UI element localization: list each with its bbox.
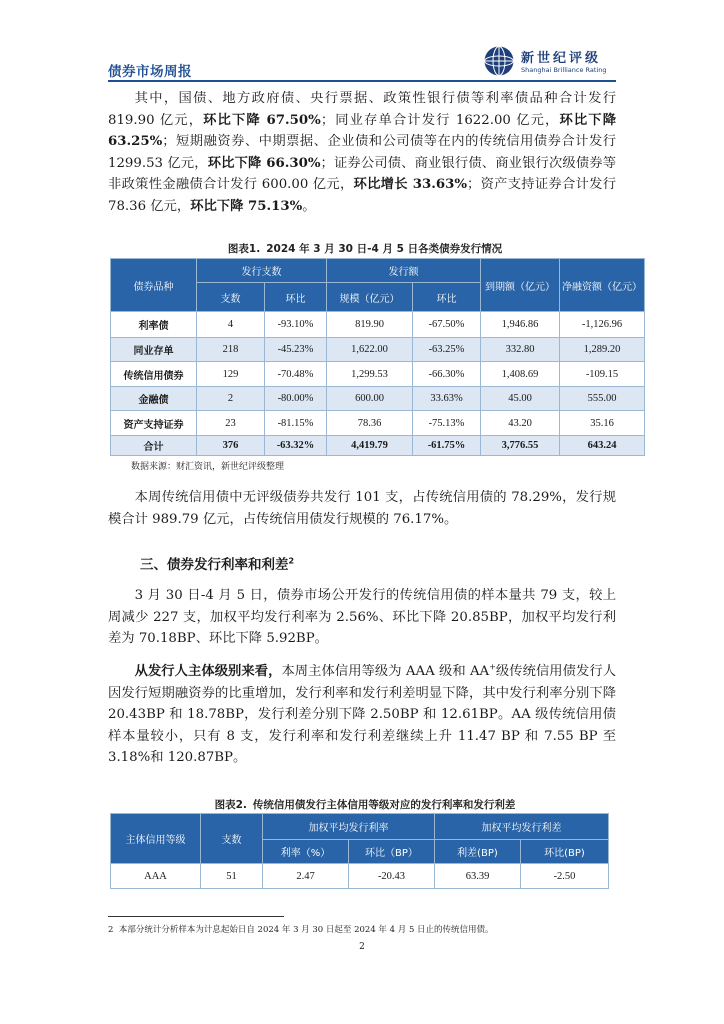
globe-logo-icon bbox=[483, 45, 515, 77]
table-row: 利率债 4 -93.10% 819.90 -67.50% 1,946.86 -1,126.96 bbox=[111, 312, 645, 338]
unrated-bonds-paragraph: 本周传统信用债中无评级债券共发行 101 支，占传统信用债的 78.29%，发行规模合计 989.79 亿元，占传统信用债发行规模的 76.17%。 bbox=[108, 490, 616, 527]
footnote: 2 本部分统计分析样本为计息起始日自 2024 年 3 月 30 日起至 2024 年 4 月 5 日止的传统信用债。 bbox=[108, 925, 494, 935]
header-issue-amount: 发行额 bbox=[327, 259, 481, 283]
header-rule bbox=[108, 80, 616, 82]
report-title: 债券市场周报 bbox=[108, 64, 192, 80]
header-spread-value: 利差(BP) bbox=[435, 840, 521, 864]
logo-english-name: Shanghai Brilliance Rating bbox=[521, 66, 607, 74]
table-row: 传统信用债券 129 -70.48% 1,299.53 -66.30% 1,408.69 -109.15 bbox=[111, 362, 645, 387]
header-rate-hb: 环比（BP） bbox=[349, 840, 435, 864]
header-maturity: 到期额（亿元） bbox=[481, 259, 560, 312]
table-row: 同业存单 218 -45.23% 1,622.00 -63.25% 332.80 1,289.20 bbox=[111, 338, 645, 362]
page-header bbox=[108, 40, 616, 82]
table-row: AAA 51 2.47 -20.43 63.39 -2.50 bbox=[111, 864, 609, 889]
table-row: 资产支持证券 23 -81.15% 78.36 -75.13% 43.20 35.16 bbox=[111, 411, 645, 436]
header-rate-value: 利率（%） bbox=[263, 840, 349, 864]
table1-caption: 图表1. 2024 年 3 月 30 日-4 月 5 日各类债券发行情况 bbox=[227, 243, 503, 255]
rate-spread-paragraph: 3 月 30 日-4 月 5 日，债券市场公开发行的传统信用债的样本量共 79 支，较上周减少 227 支，加权平均发行利率为 2.56%、环比下降 20.85BP，加权平均发行利差为 70.18BP、环比下降 5.92BP。 bbox=[108, 588, 616, 647]
header-bond-kind: 债券品种 bbox=[111, 259, 197, 312]
header-credit-grade: 主体信用等级 bbox=[111, 814, 201, 864]
header-spread-hb: 环比(BP) bbox=[521, 840, 609, 864]
table2-caption: 图表2. 传统信用债发行主体信用等级对应的发行利率和发行利差 bbox=[214, 799, 516, 811]
issuer-rating-paragraph: 从发行人主体级别来看，本周主体信用等级为 AAA 级和 AA+级传统信用债发行人因发行短期融资券的比重增加，发行利率和发行利差明显下降，其中发行利率分别下降 20.43BP 和 18.78BP，发行利差分别下降 2.50BP 和 12.61BP。AA 级传统信用债样本量较小，只有 8 支，发行利率和发行利差继续上升 11.47 BP 和 7.55 BP 至 3.18%和 120.87BP。 bbox=[108, 662, 617, 766]
header-scale: 规模（亿元） bbox=[327, 283, 413, 312]
header-net-financing: 净融资额（亿元） bbox=[560, 259, 645, 312]
logo-chinese-name: 新世纪评级 bbox=[521, 51, 602, 66]
footnote-rule bbox=[108, 916, 284, 917]
company-logo bbox=[483, 44, 616, 78]
data-source-note: 数据来源：财汇资讯，新世纪评级整理 bbox=[131, 462, 285, 472]
header-weighted-spread: 加权平均发行利差 bbox=[435, 814, 609, 840]
issuance-summary-paragraph: 其中，国债、地方政府债、央行票据、政策性银行债等利率债品种合计发行 819.90 亿元，环比下降 67.50%；同业存单合计发行 1622.00 亿元，环比下降 63.25%；短期融资券、中期票据、企业债和公司债等在内的传统信用债券合计发行 1299.53 亿元，环比下降 66.30%；证券公司债、商业银行债、商业银行次级债券等非政策性金融债合计发行 600.00 亿元，环比增长 33.63%；资产支持证券合计发行 78.36 亿元，环比下降 75.13%。 bbox=[108, 91, 617, 214]
section-heading: 三、债券发行利率和利差$^2$ bbox=[140, 556, 295, 573]
rating-rate-table bbox=[110, 813, 609, 889]
page-number: 2 bbox=[359, 942, 365, 952]
table-total-row: 合计 376 -63.32% 4,419.79 -61.75% 3,776.55 643.24 bbox=[111, 436, 645, 456]
header-count-hb: 环比 bbox=[265, 283, 327, 312]
header-num: 支数 bbox=[201, 814, 263, 864]
bond-issuance-table bbox=[110, 258, 645, 456]
header-amount-hb: 环比 bbox=[413, 283, 481, 312]
header-issue-count: 发行支数 bbox=[197, 259, 327, 283]
table-row: 金融债 2 -80.00% 600.00 33.63% 45.00 555.00 bbox=[111, 387, 645, 411]
header-weighted-rate: 加权平均发行利率 bbox=[263, 814, 435, 840]
header-num: 支数 bbox=[197, 283, 265, 312]
